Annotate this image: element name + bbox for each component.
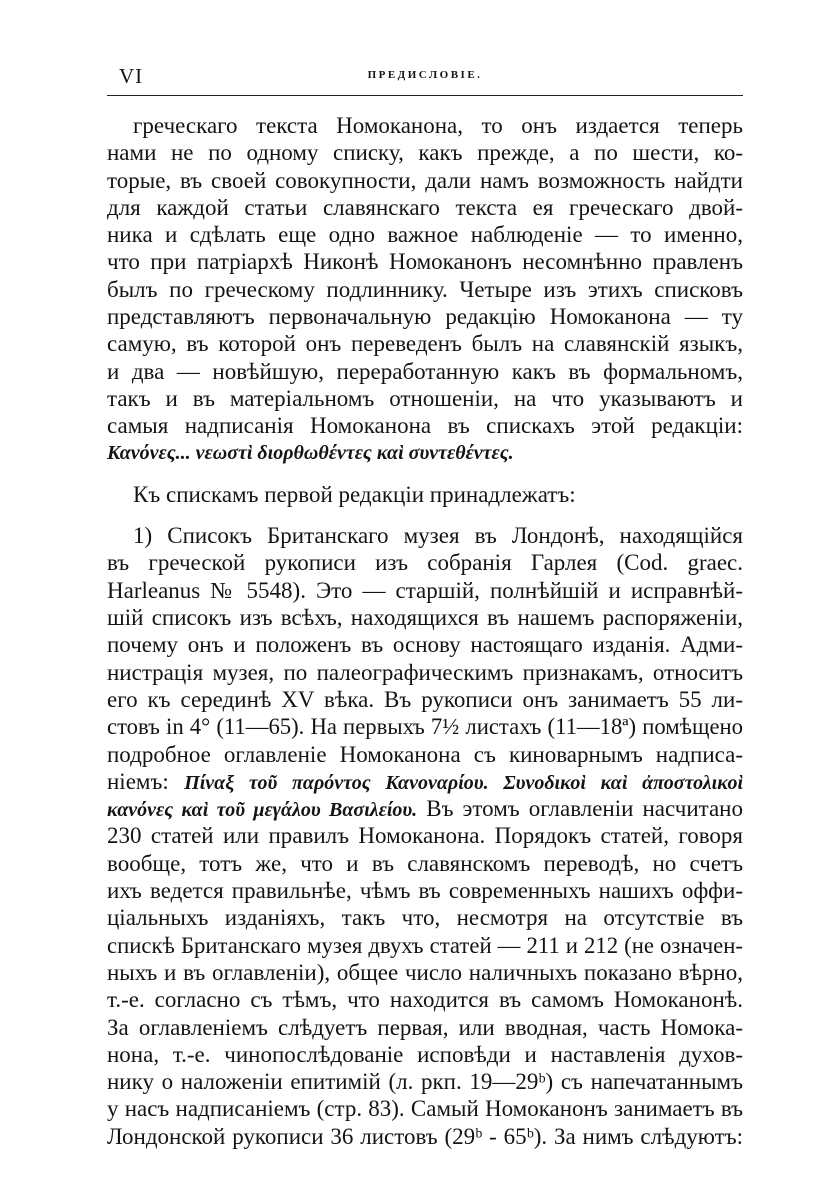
text-line: нику о наложеніи епитимій (л. ркп. 19—29ᵇ) съ напечатаннымъ bbox=[107, 1069, 743, 1095]
greek-title-line: Κανόνες... νεωστὶ διορθωθέντες καὶ συντεθέντες. bbox=[107, 441, 514, 464]
text-line: въ греческой рукописи изъ собранія Гарлея (Cod. graec. bbox=[107, 550, 743, 576]
text-line: стовъ in 4° (11—65). На первыхъ 7½ листахъ (11—18ª) помѣщено bbox=[107, 714, 743, 740]
text-line: 230 статей или правилъ Номоканона. Порядокъ статей, говоря bbox=[107, 823, 743, 849]
text-line: такъ и въ матеріальномъ отношеніи, на что указываютъ и bbox=[107, 385, 743, 411]
greek-title-fragment: Πίναξ τοῦ παρόντος Κανοναρίου. Συνοδικοὶ καὶ ἀποστολικοὶ bbox=[184, 771, 744, 794]
text-line: торые, въ своей совокупности, дали намъ возможность найдти bbox=[107, 167, 743, 193]
text-line: шій списокъ изъ всѣхъ, находящихся въ нашемъ распоряженіи, bbox=[107, 605, 743, 631]
text-line: подробное оглавленіе Номоканона съ киноварнымъ надписа- bbox=[107, 741, 743, 767]
text-line: спискѣ Британскаго музея двухъ статей — 211 и 212 (не означен- bbox=[107, 932, 743, 958]
text-line: вообще, тотъ же, что и въ славянскомъ переводѣ, но счетъ bbox=[107, 850, 743, 876]
text-line: ника и сдѣлать еще одно важное наблюденіе — то именно, bbox=[107, 222, 743, 248]
paragraph-1 bbox=[107, 112, 743, 467]
text-line bbox=[107, 768, 743, 795]
text-line: у насъ надписаніемъ (стр. 83). Самый Номоканонъ занимаетъ въ bbox=[107, 1096, 743, 1122]
text-line: самую, въ которой онъ переведенъ былъ на славянскій языкъ, bbox=[107, 331, 743, 357]
text-line: для каждой статьи славянскаго текста ея греческаго двой- bbox=[107, 194, 743, 220]
paragraph-3 bbox=[107, 522, 743, 1150]
text-line: ихъ ведется правильнѣе, чѣмъ въ современныхъ нашихъ оффи- bbox=[107, 878, 743, 904]
text-line: Лондонской рукописи 36 листовъ (29ᵇ - 65ᵇ). За нимъ слѣдуютъ: bbox=[107, 1123, 743, 1149]
text-line: что при патріархѣ Никонѣ Номоканонъ несомнѣнно правленъ bbox=[107, 249, 743, 275]
running-title: ПРЕДИСЛОВІЕ. bbox=[367, 69, 483, 81]
text-line: самыя надписанія Номоканона въ спискахъ этой редакціи: bbox=[107, 413, 743, 439]
text-line: Harleanus № 5548). Это — старшій, полнѣйшій и исправнѣй- bbox=[107, 577, 743, 603]
page-number: VI bbox=[119, 64, 144, 88]
paragraph-gap bbox=[107, 508, 743, 522]
body-text bbox=[107, 112, 743, 1150]
text-line: нона, т.-е. чинопослѣдованіе исповѣди и наставленія духов- bbox=[107, 1041, 743, 1067]
text-line: ціальныхъ изданіяхъ, такъ что, несмотря на отсутствіе въ bbox=[107, 905, 743, 931]
text-line: ныхъ и въ оглавленіи), общее число наличныхъ показано вѣрно, bbox=[107, 959, 743, 985]
text-line: За оглавленіемъ слѣдуетъ первая, или вводная, часть Номока- bbox=[107, 1014, 743, 1040]
text-line: нами не по одному списку, какъ прежде, а по шести, ко- bbox=[107, 140, 743, 166]
paragraph-2 bbox=[107, 481, 743, 508]
text-line: и два — новѣйшую, переработанную какъ въ формальномъ, bbox=[107, 358, 743, 384]
text-fragment: ніемъ: bbox=[107, 768, 169, 794]
text-line: былъ по греческому подлиннику. Четыре изъ этихъ списковъ bbox=[107, 276, 743, 302]
text-line bbox=[107, 795, 743, 822]
text-line: 1) Списокъ Британскаго музея въ Лондонѣ, находящійся bbox=[133, 523, 743, 549]
text-line: греческаго текста Номоканона, то онъ издается теперь bbox=[133, 113, 743, 138]
header-rule bbox=[107, 95, 743, 96]
text-line: т.-е. согласно съ тѣмъ, что находится въ самомъ Номоканонѣ. bbox=[107, 987, 743, 1013]
paragraph-gap bbox=[107, 467, 743, 481]
text-line: нистрація музея, по палеографическимъ признакамъ, относитъ bbox=[107, 659, 743, 685]
text-fragment: Въ этомъ оглавленіи насчитано bbox=[426, 796, 743, 822]
text-line: Къ спискамъ первой редакціи принадлежатъ: bbox=[133, 481, 576, 507]
text-line: представляютъ первоначальную редакцію Номоканона — ту bbox=[107, 304, 743, 330]
text-line: его къ серединѣ XV вѣка. Въ рукописи онъ занимаетъ 55 ли- bbox=[107, 686, 743, 712]
text-line: почему онъ и положенъ въ основу настоящаго изданія. Адми- bbox=[107, 632, 743, 658]
running-head bbox=[107, 62, 743, 92]
greek-title-fragment: κανόνες καὶ τοῦ μεγάλου Βασιλείου. bbox=[107, 799, 418, 822]
